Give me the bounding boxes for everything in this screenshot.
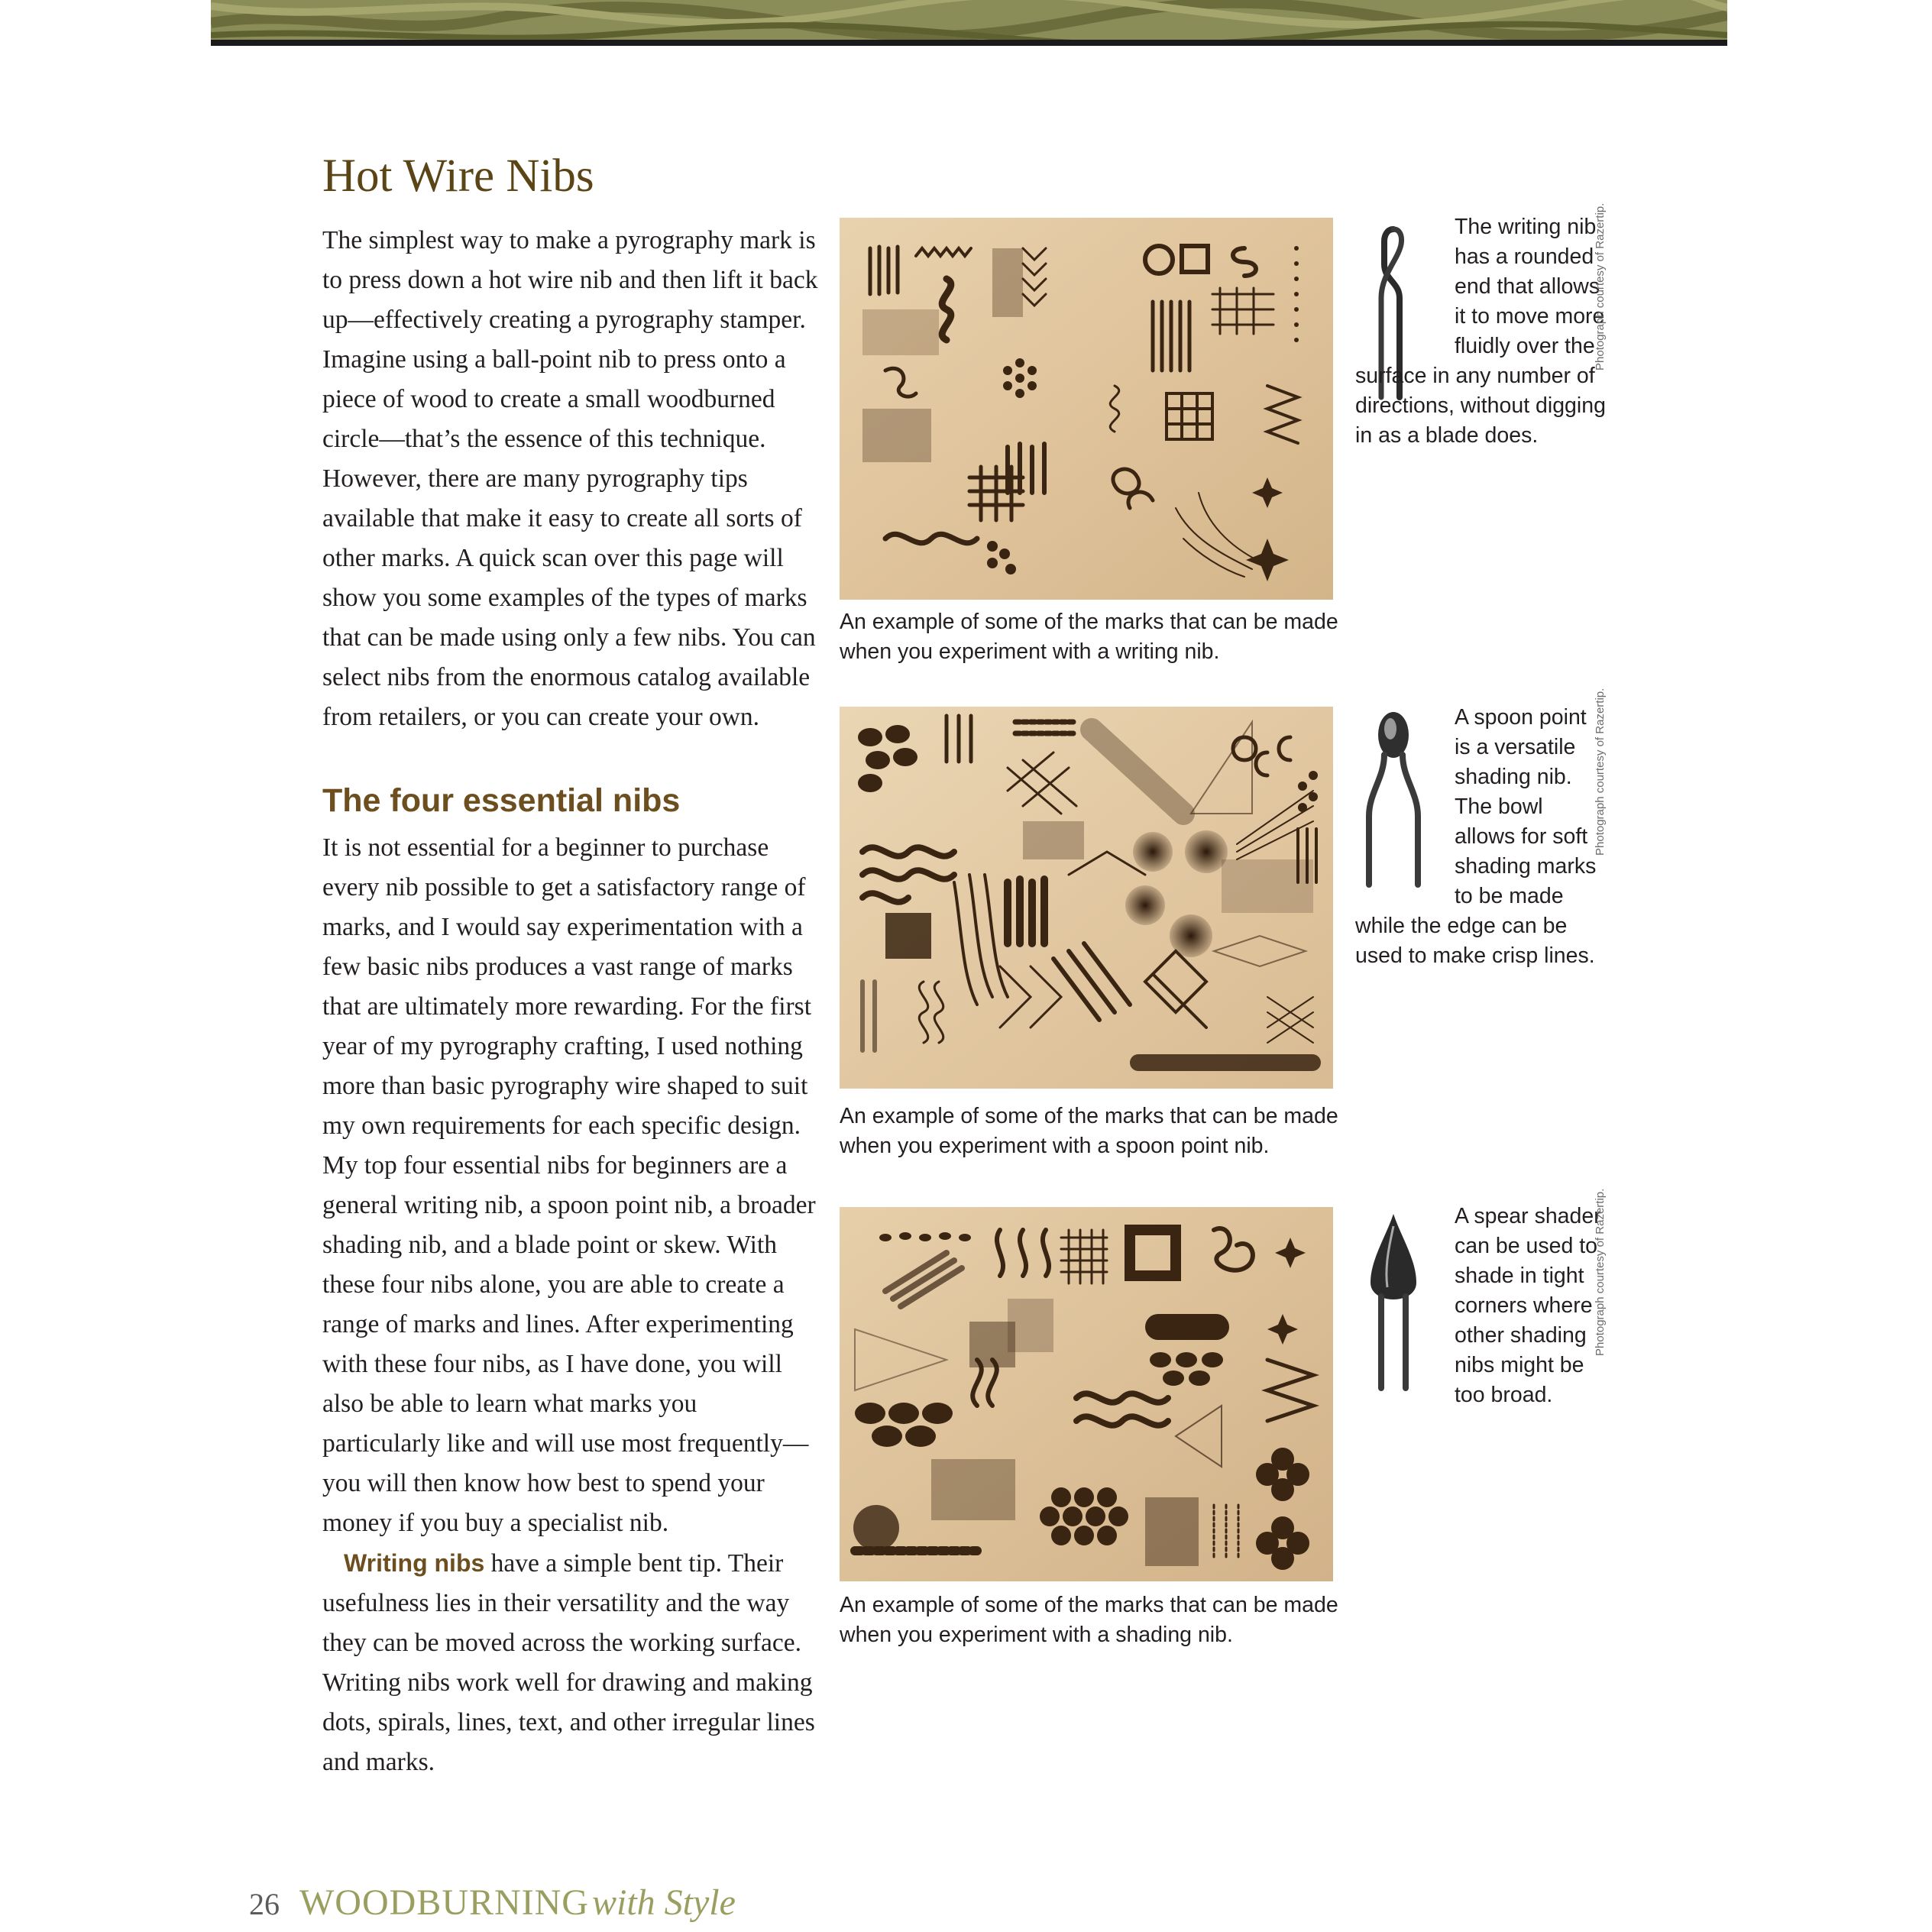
spear-shader-photo-credit: Photograph courtesy of Razertip.: [1594, 1188, 1607, 1356]
book-subtitle: with Style: [591, 1882, 736, 1923]
writing-nibs-runin: Writing nibs: [344, 1549, 485, 1577]
essential-nibs-paragraph: It is not essential for a beginner to purchase every nib possible to get a satisfactory range of marks, and I would say experimentation with a few basic nibs produces a vast range of marks that are ultimately more rewarding. For the first year of my pyrography crafting, I used nothing more than basic pyrography wire shaped to suit my own requirements for each specific design. My top four essential nibs for beginners are a general writing nib, a spoon point nib, a broader shading nib, and a blade point or skew. With these four nibs alone, you are able to create a range of marks and lines. After experimenting with these four nibs, as I have done, you will also be able to learn what marks you particularly like and will use most frequently—you will then know how best to spend your money if you buy a specialist nib.: [322, 833, 816, 1537]
page-footer: [249, 1882, 736, 1927]
writing-nib-caption: An example of some of the marks that can be made when you experiment with a writing nib.: [840, 610, 1338, 664]
spoon-point-marks-photo: [840, 707, 1333, 1089]
subheading-four-essential-nibs: The four essential nibs: [322, 782, 681, 819]
spoon-point-description: A spoon point is a versatile shading nib. The bowl allows for soft shading marks to be made while the edge can be used to make crisp lines.: [1355, 705, 1597, 968]
main-text-column: [322, 150, 819, 1782]
page-number: 26: [249, 1887, 280, 1921]
top-banner: [211, 0, 1727, 40]
writing-nib-description: The writing nib has a rounded end that allows it to move more fluidly over the surface in any number of directions, without digging in as a blade does.: [1355, 215, 1606, 448]
writing-nibs-text: have a simple bent tip. Their usefulness lies in their versatility and the way they can be moved across the working surface. Writing nibs work well for drawing and making dots, spirals, lines, text, and other irregular lines and marks.: [322, 1549, 815, 1776]
spoon-point-caption: An example of some of the marks that can be made when you experiment with a spoon point nib.: [840, 1104, 1338, 1158]
section-title: Hot Wire Nibs: [322, 150, 594, 202]
writing-nib-photo-credit: Photograph courtesy of Razertip.: [1594, 202, 1607, 371]
shading-nib-caption: An example of some of the marks that can be made when you experiment with a shading nib.: [840, 1593, 1338, 1647]
book-title: WOODBURNING: [299, 1882, 589, 1923]
shading-nib-marks-photo: [840, 1207, 1333, 1589]
writing-nib-marks-photo: [840, 218, 1333, 600]
writing-nibs-paragraph: [322, 1543, 819, 1782]
banner-rule: [211, 40, 1727, 46]
intro-paragraph: The simplest way to make a pyrography mark is to press down a hot wire nib and then lift it back up—effectively creating a pyrography stamper. Imagine using a ball-point nib to press onto a piece of wood to create a small woodburned circle—that’s the essence of this technique. However, there are many pyrography tips available that make it easy to create all sorts of other marks. A quick scan over this page will show you some examples of the types of marks that can be made using only a few nibs. You can select nibs from the enormous catalog available from retailers, or you can create your own.: [322, 226, 818, 731]
spear-shader-description: A spear shader can be used to shade in tight corners where other shading nibs might be too broad.: [1455, 1204, 1601, 1407]
spoon-point-photo-credit: Photograph courtesy of Razertip.: [1594, 688, 1607, 856]
